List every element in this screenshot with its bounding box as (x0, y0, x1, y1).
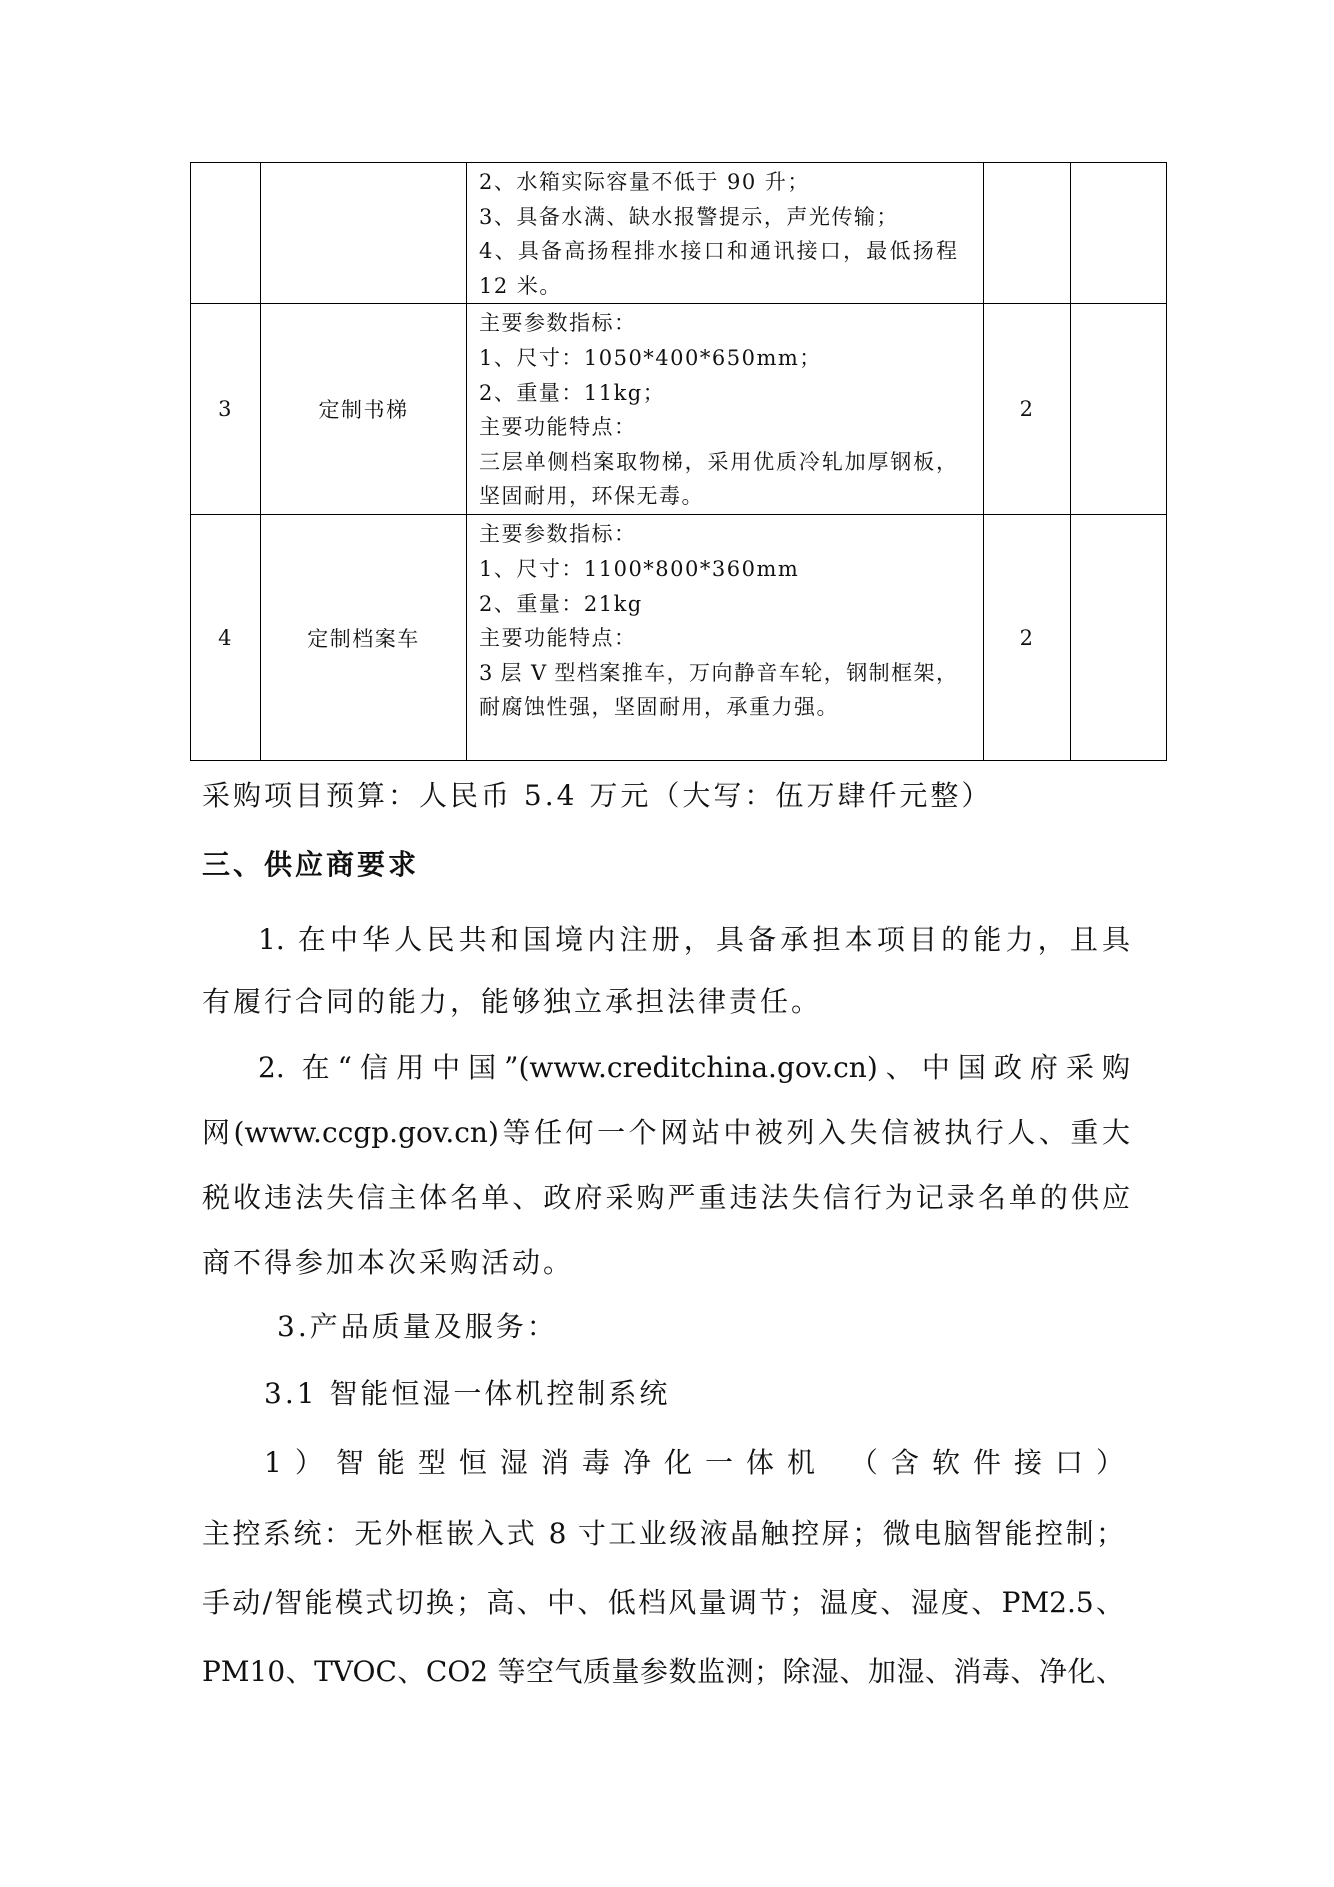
item-name-cell (261, 163, 467, 304)
requirement-2-line: 网(www.ccgp.gov.cn)等任何一个网站中被列入失信被执行人、重大 (202, 1116, 1130, 1149)
spec-line: 3 层 V 型档案推车，万向静音车轮，钢制框架， (479, 660, 957, 685)
item-remark-cell (1071, 163, 1167, 304)
subsection-title: 3.1 智能恒湿一体机控制系统 (264, 1377, 671, 1410)
section-title: 三、供应商要求 (202, 848, 420, 881)
item-quantity-cell (984, 163, 1071, 304)
requirement-2-line: 2. 在“信用中国”(www.creditchina.gov.cn)、中国政府采购 (258, 1051, 1130, 1084)
table-row (191, 163, 1167, 304)
spec-line: 2、重量：21kg (479, 591, 643, 616)
item-remark-cell (1071, 515, 1167, 761)
requirement-1-line: 有履行合同的能力，能够独立承担法律责任。 (202, 985, 823, 1018)
item-name-cell: 定制档案车 (261, 515, 467, 761)
spec-table-body (191, 163, 1167, 761)
spec-table (190, 162, 1167, 761)
spec-line: 3、具备水满、缺水报警提示，声光传输； (479, 204, 899, 229)
product-description-line: PM10、TVOC、CO2 等空气质量参数监测；除湿、加湿、消毒、净化、 (202, 1655, 1124, 1688)
spec-line: 1、尺寸：1100*800*360mm (479, 556, 800, 581)
spec-line: 三层单侧档案取物梯，采用优质冷轧加厚钢板， (479, 449, 957, 474)
spec-line: 主要功能特点： (479, 415, 637, 440)
spec-line: 2、重量：11kg； (479, 380, 666, 405)
table-row (191, 304, 1167, 515)
requirement-1-line: 1. 在中华人民共和国境内注册，具备承担本项目的能力，且具 (258, 923, 1130, 956)
requirement-2-line: 税收违法失信主体名单、政府采购严重违法失信行为记录名单的供应 (202, 1181, 1130, 1214)
spec-line: 1、尺寸：1050*400*650mm； (479, 345, 822, 370)
quality-heading: 3.产品质量及服务： (277, 1310, 558, 1343)
table-row (191, 515, 1167, 761)
product-description-line: 手动/智能模式切换；高、中、低档风量调节；温度、湿度、PM2.5、 (202, 1586, 1124, 1619)
item-spec-cell (467, 515, 984, 761)
requirement-2-line: 商不得参加本次采购活动。 (202, 1246, 575, 1279)
item-quantity-cell: 2 (984, 515, 1071, 761)
product-title: 1）智能型恒湿消毒净化一体机 （含软件接口） (264, 1446, 1124, 1479)
spec-line: 4、具备高扬程排水接口和通讯接口，最低扬程 (479, 239, 957, 264)
spec-line: 主要参数指标： (479, 522, 637, 547)
item-number-cell: 3 (191, 304, 261, 515)
item-number-cell (191, 163, 261, 304)
item-name-cell: 定制书梯 (261, 304, 467, 515)
product-description-line: 主控系统：无外框嵌入式 8 寸工业级液晶触控屏；微电脑智能控制； (202, 1517, 1124, 1550)
item-number-cell: 4 (191, 515, 261, 761)
item-spec-cell (467, 304, 984, 515)
spec-line: 主要参数指标： (479, 311, 637, 336)
spec-line: 2、水箱实际容量不低于 90 升； (479, 170, 810, 194)
item-spec-cell (467, 163, 984, 304)
item-remark-cell (1071, 304, 1167, 515)
spec-line: 耐腐蚀性强，坚固耐用，承重力强。 (479, 695, 839, 720)
budget-line: 采购项目预算：人民币 5.4 万元（大写：伍万肆仟元整） (202, 779, 993, 812)
spec-line: 主要功能特点： (479, 626, 637, 651)
spec-line: 坚固耐用，环保无毒。 (479, 484, 704, 509)
spec-line: 12 米。 (479, 273, 562, 298)
item-quantity-cell: 2 (984, 304, 1071, 515)
